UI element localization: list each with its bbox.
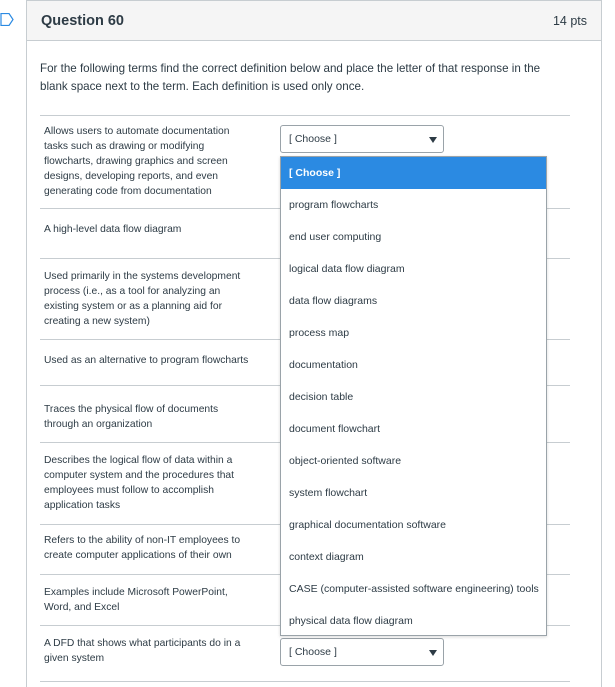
question-header	[27, 1, 601, 41]
term-text: Examples include Microsoft PowerPoint, Word, and Excel	[44, 587, 228, 613]
question-points: 14 pts	[552, 13, 587, 28]
term-text: A high-level data flow diagram	[44, 224, 182, 235]
question-instructions: For the following terms find the correct definition below and place the letter of that response in the blank space next to the term. Each definition is used only once.	[40, 62, 541, 93]
dropdown-option[interactable]: physical data flow diagram	[289, 615, 413, 627]
dropdown-option[interactable]: program flowcharts	[289, 199, 379, 211]
dropdown-option[interactable]: CASE (computer-assisted software engineering) tools	[289, 583, 539, 595]
caret-down-icon	[429, 137, 437, 143]
dropdown-option[interactable]: end user computing	[289, 231, 382, 243]
divider	[40, 681, 570, 682]
select-value: [ Choose ]	[289, 646, 337, 658]
dropdown-option[interactable]: system flowchart	[289, 487, 368, 499]
dropdown-option[interactable]: graphical documentation software	[289, 519, 447, 531]
term-text: Traces the physical flow of documents through an organization	[44, 404, 219, 430]
dropdown-option[interactable]: document flowchart	[289, 423, 381, 435]
dropdown-option[interactable]: documentation	[289, 359, 358, 371]
question-title: Question 60	[41, 12, 124, 29]
term-text: Describes the logical flow of data within a computer system and the procedures that employees must follow to accomplish application tasks	[44, 455, 235, 511]
flag-question-icon[interactable]	[0, 13, 14, 26]
term-text: Used as an alternative to program flowcharts	[44, 355, 249, 366]
answer-select[interactable]	[280, 638, 444, 666]
dropdown-option[interactable]: data flow diagrams	[289, 295, 378, 307]
dropdown-option[interactable]: object-oriented software	[289, 455, 402, 467]
term-text: Used primarily in the systems development process (i.e., as a tool for analyzing an existing system or as a planning aid for creating a new system)	[44, 271, 241, 327]
dropdown-option[interactable]: logical data flow diagram	[289, 263, 405, 275]
select-value: [ Choose ]	[289, 133, 337, 145]
term-text: Refers to the ability of non-IT employees to create computer applications of their own	[44, 535, 241, 561]
answer-select[interactable]	[280, 125, 444, 153]
term-text: A DFD that shows what participants do in a given system	[44, 638, 241, 664]
term-text: Allows users to automate documentation tasks such as drawing or modifying flowcharts, drawing graphics and screen designs, developing reports, and even generating code from documentation	[44, 126, 230, 197]
dropdown-option[interactable]: decision table	[289, 391, 354, 403]
question-panel	[26, 0, 602, 687]
dropdown-option[interactable]: process map	[289, 327, 350, 339]
dropdown-list	[280, 156, 547, 636]
caret-down-icon	[429, 650, 437, 656]
dropdown-option[interactable]: [ Choose ]	[281, 157, 546, 189]
dropdown-option[interactable]: context diagram	[289, 551, 364, 563]
divider	[40, 115, 570, 116]
